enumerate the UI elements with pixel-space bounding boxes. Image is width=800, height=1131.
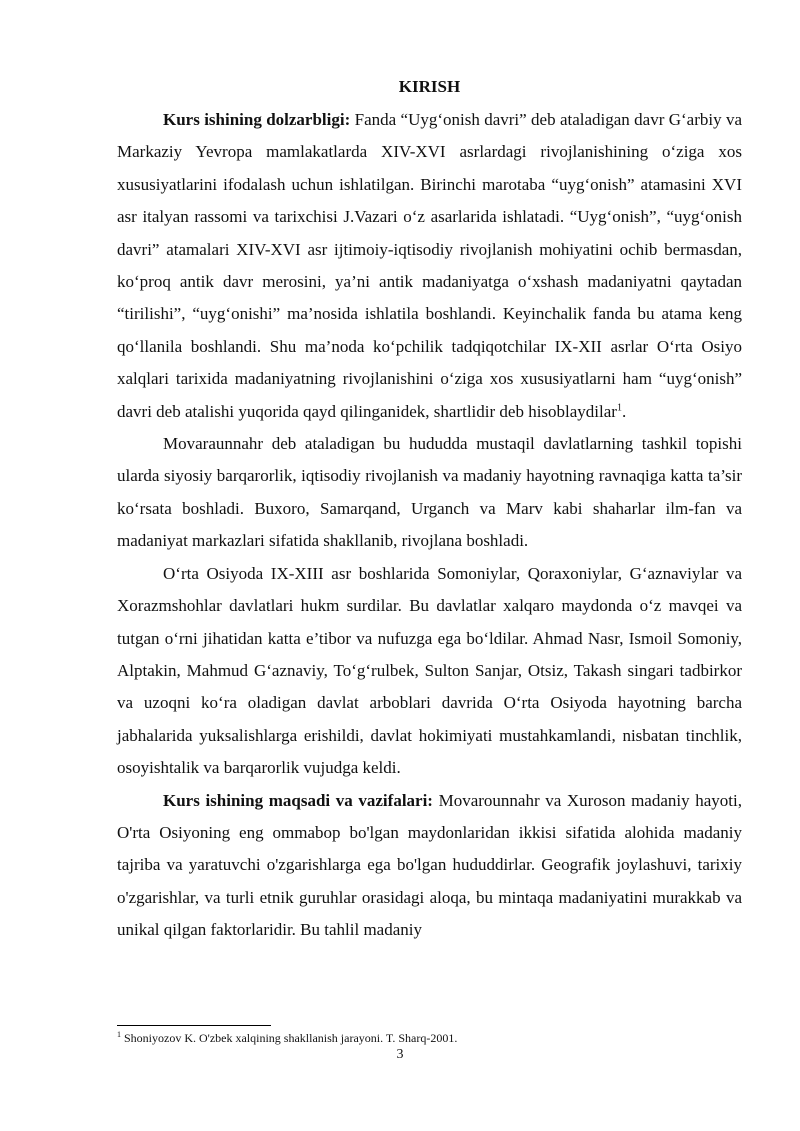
page-number: 3 xyxy=(396,1047,404,1062)
footnote-mark: 1 xyxy=(117,1030,121,1039)
footnote-text: Shoniyozov K. O'zbek xalqining shakllanish jarayoni. T. Sharq-2001. xyxy=(121,1031,458,1045)
footnote-divider xyxy=(117,1025,271,1026)
paragraph-goals xyxy=(117,785,742,947)
paragraph-lead-relevance: Kurs ishining dolzarbligi: xyxy=(163,110,351,129)
paragraph-text: Movarounnahr va Xuroson madaniy hayoti, O'rta Osiyoning eng ommabop bo'lgan maydonlaridan ikkisi sifatida alohida madaniy tajriba va yaratuvchi o'zgarishlarga ega bo'lgan hududdirlar. Geografik joylashuvi, tarixiy o'zgarishlar, va turli etnik guruhlar orasidagi aloqa, bu mintaqa madaniyatini murakkab va unikal qilgan faktorlaridir. Bu tahlil madaniy xyxy=(117,790,742,940)
paragraph-tail: . xyxy=(621,401,627,421)
paragraph-lead-goals: Kurs ishining maqsadi va vazifalari: xyxy=(163,790,433,810)
paragraph-text: Fanda “Uyg‘onish davri” deb ataladigan davr G‘arbiy va Markaziy Yevropa mamlakatlarda XIV-XVI asrlardagi rivojlanishining o‘ziga xos xususiyatlarini ifodalash uchun ishlatilgan. Birinchi marotaba “uyg‘onish” atamasini XVI asr italyan rassomi va tarixchisi J.Vazari o‘z asarlarida ishlatadi. “Uyg‘onish”, “uyg‘onish davri” atamalari XIV-XVI asr ijtimoiy-iqtisodiy rivojlanish mohiyatini ochib bermasdan, ko‘proq antik davr merosini, ya’ni antik madaniyatga o‘xshash madaniyatni qaytadan “tirilishi”, “uyg‘onishi” ma’nosida ishlatila boshlandi. Keyinchalik fanda bu atama keng qo‘llanila boshlandi. Shu ma’noda ko‘pchilik tadqiqotchilar IX-XII asrlar O‘rta Osiyo xalqlari tarixida madaniyatning rivojlanishini o‘ziga xos xususiyatlarni ham “uyg‘onish” davri deb atalishi yuqorida qayd qilinganidek, shartlidir deb hisoblaydilar xyxy=(117,110,742,421)
page-body xyxy=(117,70,742,947)
footnote xyxy=(117,1031,742,1046)
footnote-reference[interactable]: 1 xyxy=(616,402,622,413)
paragraph-dynasties: O‘rta Osiyoda IX-XIII asr boshlarida Somoniylar, Qoraxoniylar, G‘aznaviylar va Xorazmshohlar davlatlari hukm surdilar. Bu davlatlar xalqaro maydonda o‘z mavqei va tutgan o‘rni jihatidan katta e’tibor va nufuzga ega bo‘ldilar. Ahmad Nasr, Ismoil Somoniy, Alptakin, Mahmud G‘aznaviy, To‘g‘rulbek, Sulton Sanjar, Otsiz, Takash singari tadbirkor va uzoqni ko‘ra oladigan davlat arboblari davrida O‘rta Osiyoda hayotning barcha jabhalarida yuksalishlarga erishildi, davlat hokimiyati mustahkamlandi, nisbatan tinchlik, osoyishtalik va barqarorlik vujudga keldi. xyxy=(117,563,742,778)
paragraph-relevance xyxy=(117,104,742,428)
paragraph-movaraunnahr: Movaraunnahr deb ataladigan bu hududda mustaqil davlatlarning tashkil topishi ularda siyosiy barqarorlik, iqtisodiy rivojlanish va madaniy hayotning ravnaqiga katta ta’sir ko‘rsata boshladi. Buxoro, Samarqand, Urganch va Marv kabi shaharlar ilm-fan va madaniyat markazlari sifatida shakllanib, rivojlana boshladi. xyxy=(117,434,742,551)
page-title: KIRISH xyxy=(398,77,461,96)
